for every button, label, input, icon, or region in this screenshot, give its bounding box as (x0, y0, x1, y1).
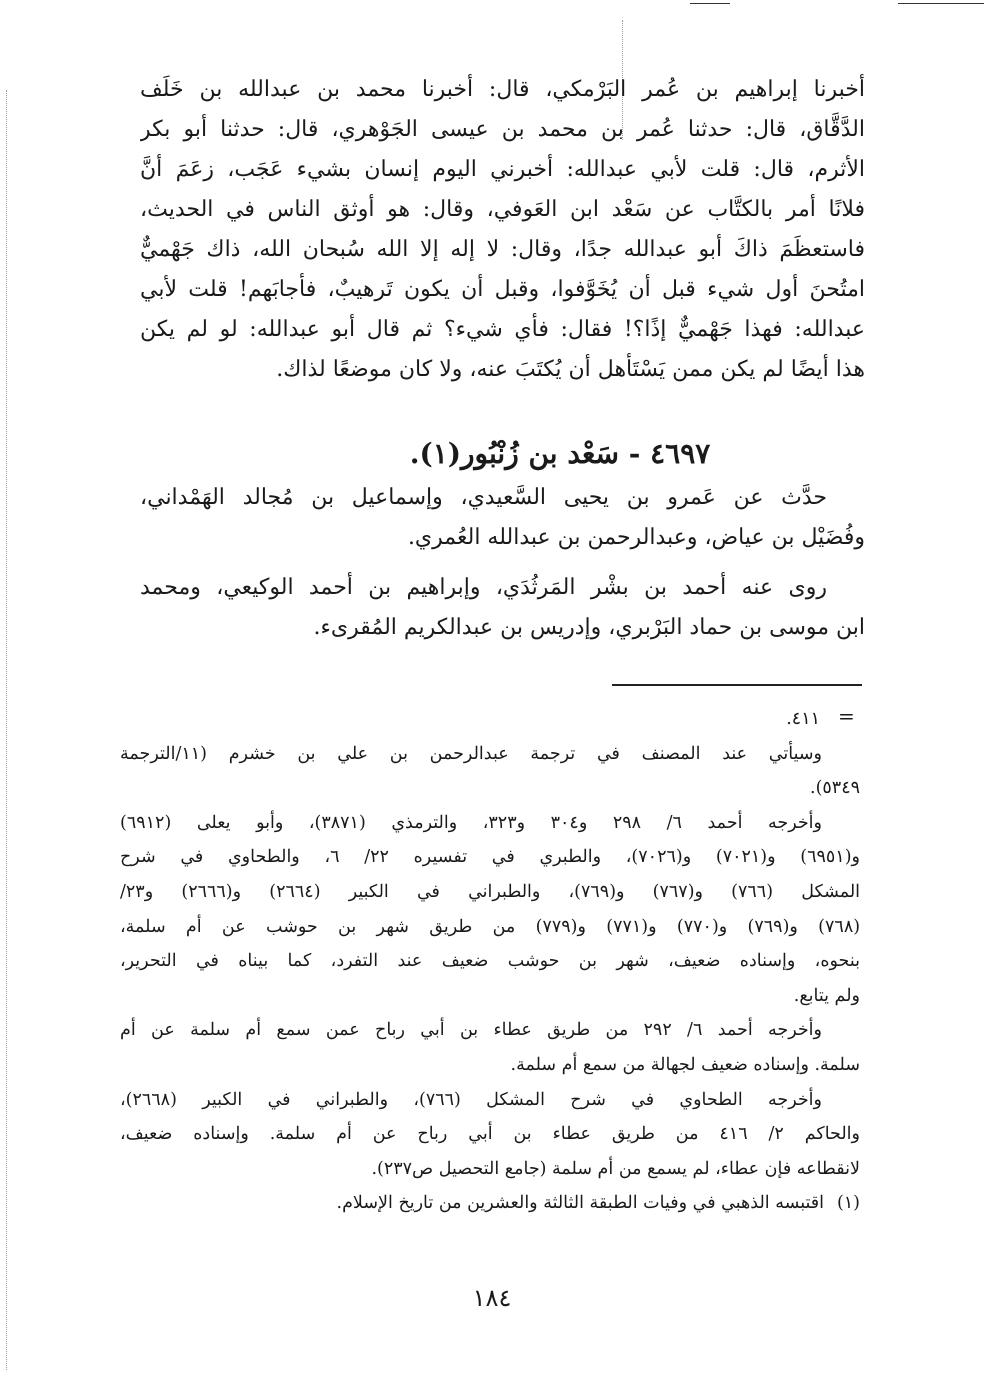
text-line: فاستعظَمَ ذاكَ أبو عبدالله جدًا، وقال: لا إله إلا الله سُبحان الله، ذاك جَهْميٌّ (140, 237, 865, 262)
scan-artifact-line (6, 90, 8, 1370)
footnote-line: سلمة. وإسناده ضعيف لجهالة من سمع أم سلمة. (510, 1054, 860, 1075)
text-line: وفُضَيْل بن عياض، وعبدالرحمن بن عبدالله العُمري. (407, 525, 865, 550)
text-line: روى عنه أحمد بن بشْر المَرثُدَي، وإبراهيم بن أحمد الوكيعي، ومحمد (140, 575, 827, 600)
text-line: الدَّقَّاق، قال: حدثنا عُمر بن محمد بن عيسى الجَوْهري، قال: حدثنا أبو بكر (140, 117, 865, 142)
footnote-line: لانقطاعه فإن عطاء، لم يسمع من أم سلمة (جامع التحصيل ص٢٣٧). (371, 1158, 860, 1179)
text-line: فلانًا أمر بالكتَّاب عن سَعْد ابن العَوفي، وقال: هو أوثق الناس في الحديث، (140, 197, 865, 222)
footnote-1 (120, 1186, 860, 1221)
footnote-line: بنحوه، وإسناده ضعيف، شهر بن حوشب ضعيف عند التفرد، كما بيناه في التحرير، (120, 951, 860, 972)
footnote-line: وأخرجه الطحاوي في شرح المشكل (٧٦٦)، والطبراني في الكبير (٢٦٦٨)، (120, 1089, 822, 1110)
footnote-line: ٥٣٤٩). (810, 778, 860, 799)
entry-heading: ٤٦٩٧ - سَعْد بن زُنْبُور(١). (409, 437, 711, 470)
text-line: الأثرم، قال: قلت لأبي عبدالله: أخبرني اليوم إنسان بشيء عَجَب، زعَمَ أنَّ (140, 157, 865, 182)
main-paragraph (140, 70, 865, 390)
footnotes (120, 702, 860, 1221)
footnote-separator (612, 684, 862, 686)
page-number: ١٨٤ (472, 1284, 512, 1312)
footnote-line: وأخرجه أحمد ٦/ ٢٩٢ من طريق عطاء بن أبي رباح عمن سمع أم سلمة عن أم (120, 1020, 822, 1041)
footnote-line: و(٦٩٥١) و(٧٠٢١) و(٧٠٢٦)، والطبري في تفسيره ٢٢/ ٦، والطحاوي في شرح (120, 847, 860, 868)
narrators-to-paragraph (140, 568, 865, 648)
text-line: امتُحنَ أول شيء قبل أن يُخَوَّفوا، وقبل أن يكون تَرهيبٌ، فأجابَهم! قلت لأبي (140, 277, 865, 302)
text-line: عبدالله: فهذا جَهْميٌّ إذًا؟! فقال: فأي شيء؟ ثم قال أبو عبدالله: لو لم يكن (140, 317, 865, 342)
footnote-number: (١) (836, 1193, 860, 1214)
footnote-line: ٤١١. (786, 709, 820, 729)
narrators-from-paragraph (140, 478, 865, 558)
text-line: أخبرنا إبراهيم بن عُمر البَرْمكي، قال: أخبرنا محمد بن عبدالله بن خَلَف (140, 77, 865, 102)
footnote-line: وأخرجه أحمد ٦/ ٢٩٨ و٣٠٤ و٣٢٣، والترمذي (٣٨٧١)، وأبو يعلى (٦٩١٢) (120, 812, 822, 833)
text-line: حدَّث عن عَمرو بن يحيى السَّعيدي، وإسماعيل بن مُجالد الهَمْداني، (140, 485, 827, 510)
footnote-line: والحاكم ٢/ ٤١٦ من طريق عطاء بن أبي رباح عن أم سلمة. وإسناده ضعيف، (120, 1124, 860, 1145)
footnote-line: وسيأتي عند المصنف في ترجمة عبدالرحمن بن علي بن خشرم (١١/الترجمة (120, 743, 822, 764)
text-line: ابن موسى بن حماد البَرْبري، وإدريس بن عبدالكريم المُقرىء. (313, 615, 865, 640)
scan-edge-rule (690, 3, 730, 4)
footnote-continuation-mark: = (838, 704, 855, 728)
footnote-line: المشكل (٧٦٦) و(٧٦٧) و(٧٦٩)، والطبراني في الكبير (٢٦٦٤) و(٢٦٦٦) و٢٣/ (120, 881, 860, 902)
footnote-line: (٧٦٨) و(٧٦٩) و(٧٧٠) و(٧٧١) و(٧٧٩) من طريق شهر بن حوشب عن أم سلمة، (120, 916, 860, 937)
text-line: هذا أيضًا لم يكن ممن يَسْتَأهل أن يُكتَبَ عنه، ولا كان موضعًا لذاك. (276, 357, 865, 382)
footnote-1-text: اقتبسه الذهبي في وفيات الطبقة الثالثة والعشرين من تاريخ الإسلام. (336, 1193, 824, 1214)
footnote-line: ولم يتابع. (793, 985, 860, 1006)
scan-edge-rule (898, 3, 984, 4)
